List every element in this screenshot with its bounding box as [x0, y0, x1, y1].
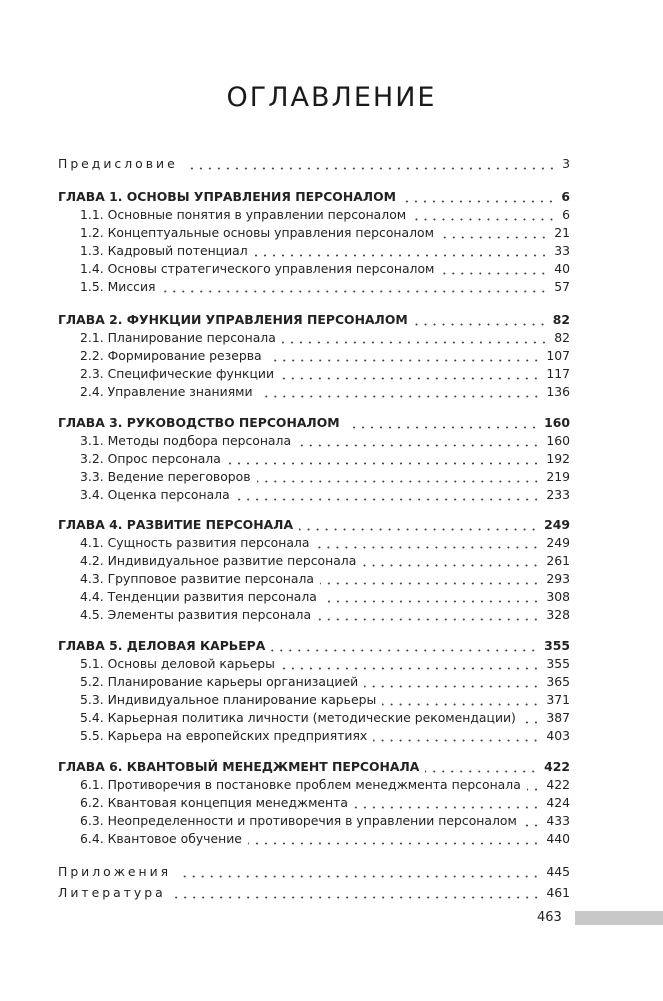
leader-dots — [254, 245, 549, 257]
toc-section-page: 387 — [546, 710, 570, 725]
toc-section[interactable] — [80, 606, 570, 624]
toc-entry-preface[interactable] — [58, 155, 570, 173]
leader-dots — [257, 471, 541, 483]
leader-dots — [440, 263, 548, 275]
toc-section[interactable] — [80, 450, 570, 468]
leader-dots — [280, 368, 540, 380]
leader-dots — [323, 591, 540, 603]
toc-section[interactable] — [80, 588, 570, 606]
toc-chapter-label: ГЛАВА 5. ДЕЛОВАЯ КАРЬЕРА — [58, 638, 266, 653]
leader-dots — [373, 730, 540, 742]
leader-dots — [281, 658, 540, 670]
toc-section[interactable] — [80, 347, 570, 365]
toc-section-label: 4.3. Групповое развитие персонала — [80, 571, 314, 586]
toc-entry-label: Приложения — [58, 864, 172, 879]
toc-section[interactable] — [80, 206, 570, 224]
leader-dots — [527, 779, 541, 791]
toc-chapter-label: ГЛАВА 3. РУКОВОДСТВО ПЕРСОНАЛОМ — [58, 415, 340, 430]
page-number-bar — [575, 911, 663, 925]
toc-section[interactable] — [80, 673, 570, 691]
leader-dots — [299, 519, 538, 531]
toc-chapter-5[interactable] — [58, 637, 570, 655]
toc-section-page: 403 — [546, 728, 570, 743]
toc-section-label: 4.2. Индивидуальное развитие персонала — [80, 553, 357, 568]
toc-section-page: 21 — [554, 225, 570, 240]
toc-entry-page: 461 — [546, 885, 570, 900]
toc-section-page: 433 — [546, 813, 570, 828]
leader-dots — [523, 815, 541, 827]
toc-section-page: 365 — [546, 674, 570, 689]
leader-dots — [297, 435, 540, 447]
toc-section-page: 107 — [546, 348, 570, 363]
toc-section[interactable] — [80, 570, 570, 588]
toc-section-label: 3.3. Ведение переговоров — [80, 469, 251, 484]
leader-dots — [315, 537, 540, 549]
toc-section-page: 57 — [554, 279, 570, 294]
toc-section-label: 6.1. Противоречия в постановке проблем менеджмента персонала — [80, 777, 521, 792]
toc-section-label: 4.1. Сущность развития персонала — [80, 535, 310, 550]
toc-section-label: 5.5. Карьера на европейских предприятиях — [80, 728, 368, 743]
toc-section-label: 1.1. Основные понятия в управлении персоналом — [80, 207, 407, 222]
toc-section-label: 5.3. Индивидуальное планирование карьеры — [80, 692, 377, 707]
toc-section[interactable] — [80, 242, 570, 260]
toc-section[interactable] — [80, 468, 570, 486]
leader-dots — [412, 209, 556, 221]
toc-section-label: 4.5. Элементы развития персонала — [80, 607, 312, 622]
toc-section-label: 2.1. Планирование персонала — [80, 330, 276, 345]
toc-section-page: 82 — [554, 330, 570, 345]
toc-section-label: 1.5. Миссия — [80, 279, 156, 294]
toc-chapter-2[interactable] — [58, 311, 570, 329]
toc-entry-page: 3 — [562, 156, 570, 171]
toc-section[interactable] — [80, 534, 570, 552]
leader-dots — [425, 761, 538, 773]
toc-section-page: 233 — [546, 487, 570, 502]
leader-dots — [522, 712, 540, 724]
toc-chapter-4[interactable] — [58, 516, 570, 534]
toc-chapter-label: ГЛАВА 1. ОСНОВЫ УПРАВЛЕНИЯ ПЕРСОНАЛОМ — [58, 189, 396, 204]
toc-section-page: 117 — [546, 366, 570, 381]
leader-dots — [177, 866, 540, 878]
toc-entry-literature[interactable] — [58, 884, 570, 902]
toc-entry-page: 445 — [546, 864, 570, 879]
leader-dots — [268, 350, 541, 362]
leader-dots — [248, 833, 540, 845]
toc-section-page: 261 — [546, 553, 570, 568]
toc-section-label: 6.4. Квантовое обучение — [80, 831, 242, 846]
toc-chapter-page: 6 — [561, 189, 570, 204]
toc-chapter-page: 82 — [552, 312, 570, 327]
toc-section-label: 3.2. Опрос персонала — [80, 451, 221, 466]
leader-dots — [184, 158, 556, 170]
toc-chapter-label: ГЛАВА 6. КВАНТОВЫЙ МЕНЕДЖМЕНТ ПЕРСОНАЛА — [58, 759, 420, 774]
toc-section[interactable] — [80, 830, 570, 848]
toc-section-page: 219 — [546, 469, 570, 484]
leader-dots — [317, 609, 540, 621]
leader-dots — [364, 676, 540, 688]
page-title: ОГЛАВЛЕНИЕ — [226, 82, 437, 113]
toc-chapter-label: ГЛАВА 4. РАЗВИТИЕ ПЕРСОНАЛА — [58, 517, 294, 532]
toc-section[interactable] — [80, 552, 570, 570]
toc-section-page: 6 — [562, 207, 570, 222]
leader-dots — [382, 694, 540, 706]
toc-section[interactable] — [80, 709, 570, 727]
toc-section[interactable] — [80, 224, 570, 242]
toc-section[interactable] — [80, 776, 570, 794]
toc-section-label: 3.4. Оценка персонала — [80, 487, 230, 502]
toc-section-label: 2.3. Специфические функции — [80, 366, 274, 381]
toc-section[interactable] — [80, 365, 570, 383]
toc-section[interactable] — [80, 794, 570, 812]
page-number: 463 — [537, 910, 562, 925]
toc-section-page: 355 — [546, 656, 570, 671]
toc-entry-label: Литература — [58, 885, 166, 900]
toc-section-page: 308 — [546, 589, 570, 604]
toc-section-page: 136 — [546, 384, 570, 399]
leader-dots — [271, 640, 538, 652]
toc-section-page: 40 — [554, 261, 570, 276]
toc-section-label: 6.3. Неопределенности и противоречия в управлении персоналом — [80, 813, 517, 828]
toc-section[interactable] — [80, 329, 570, 347]
toc-chapter-1[interactable] — [58, 188, 570, 206]
toc-section-label: 1.2. Концептуальные основы управления персоналом — [80, 225, 434, 240]
toc-section-page: 33 — [554, 243, 570, 258]
toc-section[interactable] — [80, 383, 570, 401]
toc-section-label: 1.4. Основы стратегического управления персоналом — [80, 261, 435, 276]
toc-chapter-3[interactable] — [58, 414, 570, 432]
toc-section-page: 440 — [546, 831, 570, 846]
leader-dots — [236, 489, 541, 501]
toc-section[interactable] — [80, 691, 570, 709]
toc-section[interactable] — [80, 278, 570, 296]
toc-entry-label: Предисловие — [58, 156, 178, 171]
toc-section[interactable] — [80, 655, 570, 673]
leader-dots — [440, 227, 548, 239]
toc-section-label: 1.3. Кадровый потенциал — [80, 243, 248, 258]
toc-section-label: 2.2. Формирование резерва — [80, 348, 262, 363]
leader-dots — [227, 453, 541, 465]
leader-dots — [346, 417, 539, 429]
toc-section-page: 328 — [546, 607, 570, 622]
toc-section[interactable] — [80, 486, 570, 504]
leader-dots — [282, 332, 548, 344]
toc-entry-appendix[interactable] — [58, 863, 570, 881]
toc-section-page: 192 — [546, 451, 570, 466]
toc-chapter-label: ГЛАВА 2. ФУНКЦИИ УПРАВЛЕНИЯ ПЕРСОНАЛОМ — [58, 312, 408, 327]
leader-dots — [172, 887, 541, 899]
toc-chapter-6[interactable] — [58, 758, 570, 776]
toc-section-label: 5.2. Планирование карьеры организацией — [80, 674, 359, 689]
toc-section-page: 422 — [546, 777, 570, 792]
leader-dots — [402, 191, 555, 203]
toc-section-label: 3.1. Методы подбора персонала — [80, 433, 292, 448]
toc-chapter-page: 160 — [544, 415, 570, 430]
leader-dots — [362, 555, 540, 567]
toc-section-page: 293 — [546, 571, 570, 586]
toc-section-page: 160 — [546, 433, 570, 448]
toc-section[interactable] — [80, 432, 570, 450]
toc-section-page: 424 — [546, 795, 570, 810]
toc-section[interactable] — [80, 727, 570, 745]
leader-dots — [161, 281, 548, 293]
toc-section-label: 5.1. Основы деловой карьеры — [80, 656, 275, 671]
toc-section[interactable] — [80, 260, 570, 278]
toc-chapter-page: 422 — [544, 759, 570, 774]
toc-section[interactable] — [80, 812, 570, 830]
toc-chapter-page: 249 — [544, 517, 570, 532]
leader-dots — [320, 573, 540, 585]
leader-dots — [259, 386, 541, 398]
toc-section-label: 6.2. Квантовая концепция менеджмента — [80, 795, 348, 810]
toc-section-page: 371 — [546, 692, 570, 707]
toc-chapter-page: 355 — [544, 638, 570, 653]
leader-dots — [414, 314, 547, 326]
toc-section-label: 2.4. Управление знаниями — [80, 384, 253, 399]
toc-section-label: 5.4. Карьерная политика личности (методические рекомендации) — [80, 710, 516, 725]
toc-section-label: 4.4. Тенденции развития персонала — [80, 589, 317, 604]
leader-dots — [354, 797, 540, 809]
toc-section-page: 249 — [546, 535, 570, 550]
